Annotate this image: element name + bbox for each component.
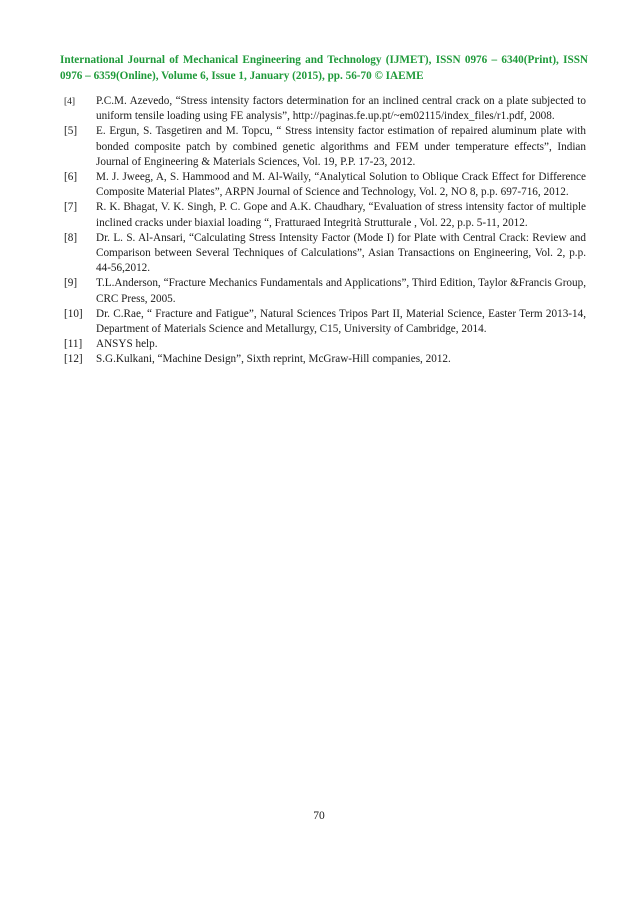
journal-header: International Journal of Mechanical Engineering and Technology (IJMET), ISSN 0976 – 6340(Print), ISSN 0976 – 6359(Online), Volume 6, Issue 1, January (2015), pp. 56-70 © IAEME xyxy=(60,54,588,82)
reference-text: Dr. L. S. Al-Ansari, “Calculating Stress Intensity Factor (Mode I) for Plate with Central Crack: Review and Comparison between Several Techniques of Calculations”, Asian Transactions on Engineering, Vol. 2, p.p. 44-56,2012. xyxy=(96,231,586,275)
reference-number: [6] xyxy=(64,171,78,184)
reference-text: S.G.Kulkani, “Machine Design”, Sixth reprint, McGraw-Hill companies, 2012. xyxy=(96,353,451,366)
reference-item xyxy=(64,170,586,200)
reference-item xyxy=(64,352,586,367)
reference-text: R. K. Bhagat, V. K. Singh, P. C. Gope and A.K. Chaudhary, “Evaluation of stress intensity factor of multiple inclined cracks under biaxial loading “, Fratturaed Integrità Strutturale , Vol. 22, p.p. 5-11, 2012. xyxy=(96,201,586,229)
reference-text: T.L.Anderson, “Fracture Mechanics Fundamentals and Applications”, Third Edition, Taylor &Francis Group, CRC Press, 2005. xyxy=(96,277,586,305)
reference-number: [8] xyxy=(64,231,78,244)
reference-number: [12] xyxy=(64,353,83,366)
reference-item xyxy=(64,94,586,124)
reference-item xyxy=(64,124,586,170)
reference-number: [4] xyxy=(64,97,76,107)
reference-text: ANSYS help. xyxy=(96,338,158,351)
reference-number: [5] xyxy=(64,125,78,138)
reference-number: [7] xyxy=(64,201,78,214)
reference-item xyxy=(64,231,586,277)
reference-number: [9] xyxy=(64,277,78,290)
reference-text: P.C.M. Azevedo, “Stress intensity factors determination for an inclined central crack on a plate subjected to uniform tensile loading using FE analysis”, http://paginas.fe.up.pt/~em02115/index_files/r1.pdf, 2008. xyxy=(96,95,586,123)
reference-item xyxy=(64,307,586,337)
page-number: 70 xyxy=(313,810,325,822)
reference-item xyxy=(64,276,586,306)
reference-text: E. Ergun, S. Tasgetiren and M. Topcu, “ Stress intensity factor estimation of repaired aluminum plate with bonded composite patch by combined genetic algorithms and FEM under temperature effects”, Indian Journal of Engineering & Materials Sciences, Vol. 19, P.P. 17-23, 2012. xyxy=(96,125,586,168)
reference-item xyxy=(64,200,586,230)
reference-number: [10] xyxy=(64,307,83,320)
reference-item xyxy=(64,337,586,352)
reference-number: [11] xyxy=(64,338,83,351)
reference-list xyxy=(64,94,586,368)
reference-text: M. J. Jweeg, A, S. Hammood and M. Al-Waily, “Analytical Solution to Oblique Crack Effect for Difference Composite Material Plates”, ARPN Journal of Science and Technology, Vol. 2, NO 8, p.p. 697-716, 2012. xyxy=(96,171,586,199)
reference-text: Dr. C.Rae, “ Fracture and Fatigue”, Natural Sciences Tripos Part II, Material Science, Easter Term 2013-14, Department of Materials Science and Metallurgy, C15, University of Cambridge, 2014. xyxy=(96,307,586,336)
